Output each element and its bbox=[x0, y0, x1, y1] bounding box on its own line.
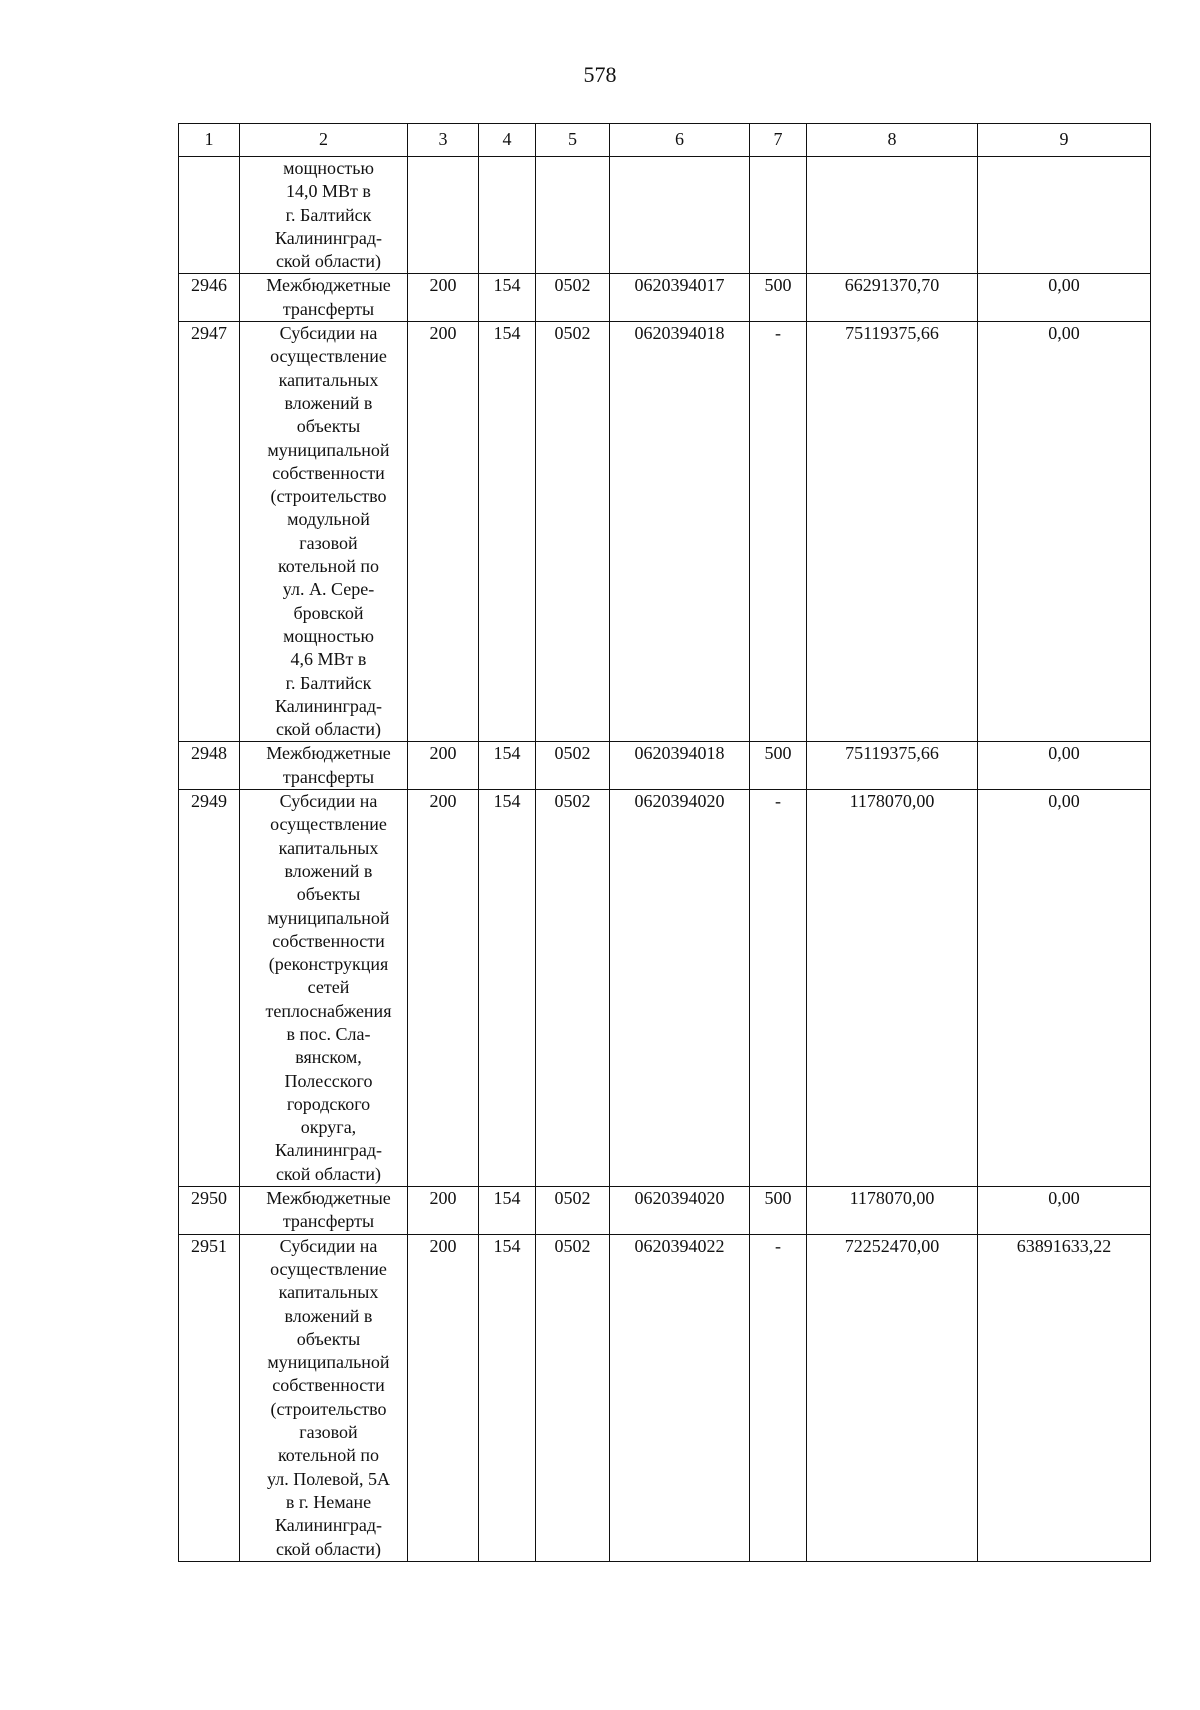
cell-col-5: 0502 bbox=[536, 1234, 610, 1561]
description-line: вложений в bbox=[284, 392, 373, 413]
description-line: в пос. Сла- bbox=[286, 1023, 371, 1044]
description-line: трансферты bbox=[282, 766, 375, 787]
cell-col-7: 500 bbox=[750, 1187, 807, 1235]
cell-col-1: 2947 bbox=[179, 322, 240, 742]
cell-col-8: 1178070,00 bbox=[807, 790, 978, 1187]
description-line: Субсидии на bbox=[279, 1235, 378, 1256]
cell-col-3: 200 bbox=[408, 790, 479, 1187]
header-cell: 7 bbox=[750, 124, 807, 157]
cell-col-4: 154 bbox=[479, 274, 536, 322]
description-line: газовой bbox=[299, 532, 358, 553]
cell-col-8: 75119375,66 bbox=[807, 742, 978, 790]
cell-col-5: 0502 bbox=[536, 1187, 610, 1235]
cell-col-5 bbox=[536, 157, 610, 274]
cell-col-6: 0620394022 bbox=[610, 1234, 750, 1561]
cell-col-1: 2948 bbox=[179, 742, 240, 790]
description-line: объекты bbox=[296, 416, 361, 437]
description-line: трансферты bbox=[282, 1211, 375, 1232]
cell-col-6: 0620394018 bbox=[610, 322, 750, 742]
description-line: 14,0 МВт в bbox=[286, 181, 371, 202]
header-cell: 1 bbox=[179, 124, 240, 157]
description-line: мощностью bbox=[283, 158, 374, 178]
table-row bbox=[179, 157, 1151, 274]
description-line: муниципальной bbox=[267, 907, 390, 928]
cell-col-6: 0620394018 bbox=[610, 742, 750, 790]
description-line: собственности bbox=[272, 462, 385, 483]
description-line: Межбюджетные bbox=[266, 1188, 391, 1209]
description-line: мощностью bbox=[283, 625, 374, 646]
description-line: ской области) bbox=[275, 1538, 382, 1559]
description-line: осуществление bbox=[270, 346, 387, 367]
description-line: 4,6 МВт в bbox=[290, 649, 367, 670]
description-line: Межбюджетные bbox=[266, 743, 391, 764]
description-line: осуществление bbox=[270, 1258, 387, 1279]
table-row bbox=[179, 1234, 1151, 1561]
cell-col-3: 200 bbox=[408, 322, 479, 742]
cell-col-6: 0620394020 bbox=[610, 790, 750, 1187]
header-row bbox=[179, 124, 1151, 157]
cell-col-4: 154 bbox=[479, 1187, 536, 1235]
description-line: собственности bbox=[272, 930, 385, 951]
description-line: округа, bbox=[300, 1117, 357, 1138]
cell-col-4: 154 bbox=[479, 790, 536, 1187]
table-row bbox=[179, 1187, 1151, 1235]
header-cell: 9 bbox=[978, 124, 1151, 157]
description-line: модульной bbox=[287, 509, 370, 530]
description-line: в г. Немане bbox=[285, 1491, 372, 1512]
cell-col-5: 0502 bbox=[536, 742, 610, 790]
table-row bbox=[179, 274, 1151, 322]
description-line: ской области) bbox=[275, 251, 382, 272]
cell-col-8: 66291370,70 bbox=[807, 274, 978, 322]
description-line: капитальных bbox=[278, 837, 379, 858]
description-cell bbox=[240, 322, 408, 742]
table-row bbox=[179, 742, 1151, 790]
description-line: Калининград- bbox=[275, 1140, 382, 1161]
description-line: Субсидии на bbox=[279, 323, 378, 344]
description-line: бровской bbox=[293, 602, 364, 623]
cell-col-8: 1178070,00 bbox=[807, 1187, 978, 1235]
header-cell: 8 bbox=[807, 124, 978, 157]
description-line: капитальных bbox=[278, 1282, 379, 1303]
description-line: вложений в bbox=[284, 860, 373, 881]
description-line: газовой bbox=[299, 1422, 358, 1443]
cell-col-4: 154 bbox=[479, 322, 536, 742]
cell-col-3: 200 bbox=[408, 274, 479, 322]
description-line: Субсидии на bbox=[279, 791, 378, 812]
page-number: 578 bbox=[583, 62, 617, 87]
table-row bbox=[179, 322, 1151, 742]
cell-col-7 bbox=[750, 157, 807, 274]
description-line: вложений в bbox=[284, 1305, 373, 1326]
cell-col-1: 2951 bbox=[179, 1234, 240, 1561]
description-line: вянском, bbox=[295, 1047, 362, 1068]
cell-col-7: 500 bbox=[750, 274, 807, 322]
cell-col-4: 154 bbox=[479, 742, 536, 790]
budget-table bbox=[178, 123, 1151, 1562]
cell-col-4 bbox=[479, 157, 536, 274]
cell-col-9: 0,00 bbox=[978, 790, 1151, 1187]
description-line: Калининград- bbox=[275, 1515, 382, 1536]
description-line: муниципальной bbox=[267, 1352, 390, 1373]
description-line: объекты bbox=[296, 884, 361, 905]
cell-col-9: 0,00 bbox=[978, 1187, 1151, 1235]
description-line: ской области) bbox=[275, 719, 382, 740]
description-line: ул. Полевой, 5А bbox=[267, 1468, 390, 1489]
table-body bbox=[179, 157, 1151, 1562]
description-line: ул. А. Сере- bbox=[282, 579, 375, 600]
description-line: ской области) bbox=[275, 1163, 382, 1184]
cell-col-7: - bbox=[750, 322, 807, 742]
cell-col-9: 0,00 bbox=[978, 742, 1151, 790]
cell-col-1: 2949 bbox=[179, 790, 240, 1187]
cell-col-8: 72252470,00 bbox=[807, 1234, 978, 1561]
cell-col-1: 2946 bbox=[179, 274, 240, 322]
cell-col-3: 200 bbox=[408, 1187, 479, 1235]
description-line: г. Балтийск bbox=[285, 204, 372, 225]
cell-col-9: 0,00 bbox=[978, 322, 1151, 742]
cell-col-5: 0502 bbox=[536, 322, 610, 742]
cell-col-7: 500 bbox=[750, 742, 807, 790]
description-cell bbox=[240, 790, 408, 1187]
header-cell: 5 bbox=[536, 124, 610, 157]
cell-col-3 bbox=[408, 157, 479, 274]
description-line: сетей bbox=[307, 977, 350, 998]
description-cell bbox=[240, 157, 408, 274]
cell-col-4: 154 bbox=[479, 1234, 536, 1561]
description-line: Калининград- bbox=[275, 695, 382, 716]
cell-col-6 bbox=[610, 157, 750, 274]
cell-col-8: 75119375,66 bbox=[807, 322, 978, 742]
description-line: трансферты bbox=[282, 298, 375, 319]
description-line: объекты bbox=[296, 1328, 361, 1349]
cell-col-5: 0502 bbox=[536, 790, 610, 1187]
cell-col-7: - bbox=[750, 1234, 807, 1561]
description-line: (строительство bbox=[270, 486, 387, 507]
description-line: Полесского bbox=[284, 1070, 373, 1091]
description-cell bbox=[240, 742, 408, 790]
cell-col-7: - bbox=[750, 790, 807, 1187]
cell-col-9: 0,00 bbox=[978, 274, 1151, 322]
cell-col-3: 200 bbox=[408, 742, 479, 790]
description-line: котельной по bbox=[277, 556, 380, 577]
header-cell: 3 bbox=[408, 124, 479, 157]
description-cell bbox=[240, 1234, 408, 1561]
description-line: городского bbox=[286, 1093, 371, 1114]
description-line: капитальных bbox=[278, 369, 379, 390]
description-line: муниципальной bbox=[267, 439, 390, 460]
cell-col-1: 2950 bbox=[179, 1187, 240, 1235]
description-line: (реконструкция bbox=[268, 954, 389, 975]
cell-col-8 bbox=[807, 157, 978, 274]
header-cell: 6 bbox=[610, 124, 750, 157]
description-line: Межбюджетные bbox=[266, 275, 391, 296]
cell-col-9 bbox=[978, 157, 1151, 274]
header-cell: 4 bbox=[479, 124, 536, 157]
description-line: Калининград- bbox=[275, 227, 382, 248]
description-line: г. Балтийск bbox=[285, 672, 372, 693]
header-cell: 2 bbox=[240, 124, 408, 157]
description-line: собственности bbox=[272, 1375, 385, 1396]
description-line: теплоснабжения bbox=[265, 1000, 392, 1021]
description-line: (строительство bbox=[270, 1398, 387, 1419]
cell-col-3: 200 bbox=[408, 1234, 479, 1561]
description-cell bbox=[240, 1187, 408, 1235]
cell-col-6: 0620394017 bbox=[610, 274, 750, 322]
cell-col-5: 0502 bbox=[536, 274, 610, 322]
description-line: котельной по bbox=[277, 1445, 380, 1466]
description-cell bbox=[240, 274, 408, 322]
cell-col-9: 63891633,22 bbox=[978, 1234, 1151, 1561]
description-line: осуществление bbox=[270, 814, 387, 835]
table-row bbox=[179, 790, 1151, 1187]
cell-col-1 bbox=[179, 157, 240, 274]
cell-col-6: 0620394020 bbox=[610, 1187, 750, 1235]
